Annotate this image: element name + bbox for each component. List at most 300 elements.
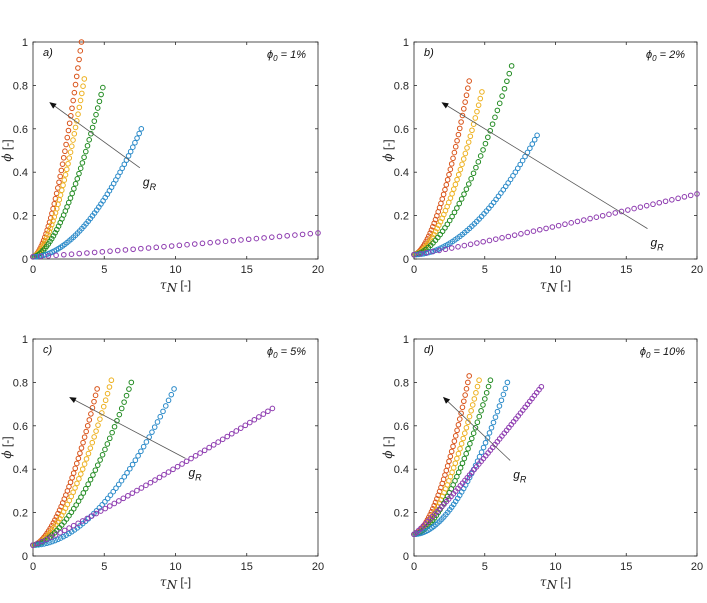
data-point bbox=[169, 244, 174, 249]
x-tick-label: 0 bbox=[410, 561, 418, 573]
data-point bbox=[451, 156, 456, 161]
data-point bbox=[670, 198, 675, 203]
data-point bbox=[68, 480, 73, 485]
data-point bbox=[94, 429, 99, 434]
data-point bbox=[453, 182, 458, 187]
data-point bbox=[95, 387, 100, 392]
data-point bbox=[131, 247, 136, 252]
data-point bbox=[130, 491, 135, 496]
data-point bbox=[158, 414, 163, 419]
data-point bbox=[448, 167, 453, 172]
data-point bbox=[108, 249, 113, 254]
series-4 bbox=[412, 133, 540, 257]
data-point bbox=[66, 128, 71, 133]
data-point bbox=[447, 172, 452, 177]
data-point bbox=[468, 134, 473, 139]
data-point bbox=[216, 440, 221, 445]
data-point bbox=[89, 412, 94, 417]
data-point bbox=[456, 451, 461, 456]
data-point bbox=[144, 483, 149, 488]
data-point bbox=[117, 412, 122, 417]
data-point bbox=[243, 423, 248, 428]
y-tick-label: 0.6 bbox=[393, 420, 409, 433]
data-point bbox=[478, 96, 483, 101]
x-axis-label: τN [-] bbox=[539, 278, 572, 295]
data-point bbox=[84, 429, 89, 434]
phi0-annotation: $\phi_0 = 1\%$ bbox=[266, 49, 306, 63]
data-point bbox=[73, 486, 78, 491]
data-point bbox=[440, 197, 445, 202]
panel-label: d) bbox=[424, 344, 434, 356]
x-tick-label: 20 bbox=[311, 264, 325, 276]
data-point bbox=[449, 449, 454, 454]
data-point bbox=[220, 437, 225, 442]
x-tick-label: 20 bbox=[690, 264, 704, 276]
data-point bbox=[82, 462, 87, 467]
y-axis-label: ϕ [-] bbox=[0, 139, 14, 162]
data-point bbox=[198, 451, 203, 456]
data-point bbox=[484, 390, 489, 395]
series-2 bbox=[31, 378, 114, 548]
data-point bbox=[70, 106, 75, 111]
data-point bbox=[491, 420, 496, 425]
data-point bbox=[460, 461, 465, 466]
data-point bbox=[478, 154, 483, 159]
data-point bbox=[169, 392, 174, 397]
data-point bbox=[467, 414, 472, 419]
phi0-annotation: $\phi_0 = 5\%$ bbox=[266, 346, 306, 360]
data-point bbox=[58, 193, 63, 198]
data-point bbox=[509, 64, 514, 69]
data-point bbox=[200, 241, 205, 246]
data-point bbox=[481, 148, 486, 153]
data-point bbox=[53, 538, 58, 543]
data-point bbox=[475, 241, 480, 246]
y-tick-label: 0.6 bbox=[393, 123, 409, 136]
data-point bbox=[135, 136, 140, 141]
data-point bbox=[471, 431, 476, 436]
data-point bbox=[457, 126, 462, 131]
data-point bbox=[62, 528, 67, 533]
data-point bbox=[487, 431, 492, 436]
data-point bbox=[443, 187, 448, 192]
data-point bbox=[269, 235, 274, 240]
y-tick-label: 0.2 bbox=[12, 210, 28, 223]
data-point bbox=[285, 233, 290, 238]
data-point bbox=[152, 425, 157, 430]
data-point bbox=[139, 246, 144, 251]
data-point bbox=[66, 161, 71, 166]
data-point bbox=[502, 86, 507, 91]
data-point bbox=[61, 155, 66, 160]
data-point bbox=[588, 216, 593, 221]
data-point bbox=[82, 77, 87, 82]
data-point bbox=[117, 499, 122, 504]
data-point bbox=[463, 100, 468, 105]
data-point bbox=[127, 387, 132, 392]
data-point bbox=[103, 447, 108, 452]
data-point bbox=[657, 200, 662, 205]
data-point bbox=[172, 387, 177, 392]
data-point bbox=[66, 200, 71, 205]
data-point bbox=[64, 142, 69, 147]
y-tick-label: 1 bbox=[21, 37, 28, 49]
series-3 bbox=[412, 64, 514, 257]
data-point bbox=[59, 188, 64, 193]
data-point bbox=[73, 182, 78, 187]
x-tick-label: 0 bbox=[29, 561, 37, 573]
data-point bbox=[497, 101, 502, 106]
data-point bbox=[544, 226, 549, 231]
y-axis-label: ϕ [-] bbox=[381, 139, 395, 162]
data-point bbox=[79, 446, 84, 451]
data-point bbox=[465, 146, 470, 151]
data-point bbox=[462, 107, 467, 112]
data-point bbox=[74, 74, 79, 79]
x-tick-label: 15 bbox=[240, 561, 253, 573]
data-point bbox=[556, 223, 561, 228]
data-point bbox=[177, 243, 182, 248]
data-point bbox=[457, 417, 462, 422]
data-point bbox=[266, 409, 271, 414]
data-point bbox=[123, 248, 128, 253]
data-point bbox=[189, 456, 194, 461]
data-point bbox=[613, 211, 618, 216]
data-point bbox=[444, 468, 449, 473]
data-point bbox=[458, 466, 463, 471]
data-point bbox=[80, 161, 85, 166]
data-point bbox=[453, 144, 458, 149]
data-point bbox=[91, 473, 96, 478]
data-point bbox=[202, 448, 207, 453]
data-point bbox=[83, 149, 88, 154]
data-point bbox=[58, 174, 63, 179]
data-point bbox=[65, 135, 70, 140]
data-point bbox=[59, 168, 64, 173]
chart-panel-b bbox=[381, 37, 703, 295]
data-point bbox=[496, 194, 501, 199]
data-point bbox=[445, 464, 450, 469]
data-point bbox=[60, 162, 65, 167]
data-point bbox=[462, 399, 467, 404]
axes-box bbox=[414, 42, 697, 259]
data-point bbox=[503, 386, 508, 391]
data-point bbox=[208, 240, 213, 245]
data-point bbox=[445, 177, 450, 182]
data-point bbox=[161, 409, 166, 414]
phi0-annotation: $\phi_0 = 2\%$ bbox=[645, 49, 685, 63]
data-point bbox=[449, 162, 454, 167]
data-point bbox=[497, 404, 502, 409]
data-point bbox=[92, 250, 97, 255]
gr-label: $g_R$ bbox=[650, 235, 664, 253]
data-point bbox=[477, 378, 482, 383]
data-point bbox=[97, 99, 102, 104]
data-point bbox=[468, 441, 473, 446]
data-point bbox=[451, 466, 456, 471]
y-tick-label: 0 bbox=[402, 254, 409, 266]
data-point bbox=[470, 128, 475, 133]
chart-panel-c bbox=[0, 334, 324, 592]
data-point bbox=[254, 236, 259, 241]
data-point bbox=[88, 446, 93, 451]
data-point bbox=[262, 236, 267, 241]
data-point bbox=[505, 380, 510, 385]
data-point bbox=[464, 451, 469, 456]
data-point bbox=[270, 406, 275, 411]
data-point bbox=[92, 119, 97, 124]
data-point bbox=[229, 431, 234, 436]
data-point bbox=[443, 473, 448, 478]
data-point bbox=[462, 243, 467, 248]
data-point bbox=[67, 121, 72, 126]
x-tick-label: 15 bbox=[620, 264, 633, 276]
y-tick-label: 0.6 bbox=[12, 420, 28, 433]
data-point bbox=[473, 116, 478, 121]
data-point bbox=[238, 426, 243, 431]
data-point bbox=[162, 244, 167, 249]
data-point bbox=[531, 229, 536, 234]
data-point bbox=[449, 246, 454, 251]
y-tick-label: 1 bbox=[402, 37, 409, 49]
data-point bbox=[128, 466, 133, 471]
data-point bbox=[73, 82, 78, 87]
data-point bbox=[575, 219, 580, 224]
data-point bbox=[150, 430, 155, 435]
data-point bbox=[455, 206, 460, 211]
data-point bbox=[77, 251, 82, 256]
data-point bbox=[458, 446, 463, 451]
x-tick-label: 0 bbox=[410, 264, 418, 276]
data-point bbox=[550, 225, 555, 230]
data-point bbox=[467, 374, 472, 379]
data-point bbox=[144, 440, 149, 445]
data-point bbox=[78, 451, 83, 456]
data-point bbox=[457, 201, 462, 206]
data-point bbox=[456, 245, 461, 250]
data-point bbox=[69, 144, 74, 149]
x-tick-label: 15 bbox=[620, 561, 633, 573]
data-point bbox=[455, 177, 460, 182]
data-point bbox=[107, 504, 112, 509]
data-point bbox=[470, 403, 475, 408]
y-axis-label: ϕ [-] bbox=[0, 436, 14, 459]
data-point bbox=[455, 456, 460, 461]
data-point bbox=[75, 481, 80, 486]
data-point bbox=[466, 446, 471, 451]
data-point bbox=[495, 409, 500, 414]
data-point bbox=[490, 122, 495, 127]
data-point bbox=[84, 457, 89, 462]
data-point bbox=[72, 132, 77, 137]
data-point bbox=[76, 66, 81, 71]
series-3 bbox=[31, 85, 105, 259]
data-point bbox=[479, 450, 484, 455]
data-point bbox=[469, 176, 474, 181]
data-point bbox=[458, 167, 463, 172]
y-axis-label: ϕ [-] bbox=[381, 436, 395, 459]
x-tick-label: 5 bbox=[481, 561, 488, 573]
data-point bbox=[453, 434, 458, 439]
data-point bbox=[54, 253, 59, 258]
data-point bbox=[92, 435, 97, 440]
data-point bbox=[90, 440, 95, 445]
data-point bbox=[101, 85, 106, 90]
data-point bbox=[257, 415, 262, 420]
gr-arrow bbox=[442, 103, 647, 229]
data-point bbox=[456, 132, 461, 137]
data-point bbox=[86, 451, 91, 456]
data-point bbox=[456, 172, 461, 177]
data-point bbox=[638, 205, 643, 210]
data-point bbox=[130, 462, 135, 467]
data-point bbox=[87, 418, 92, 423]
data-point bbox=[87, 138, 92, 143]
data-point bbox=[76, 456, 81, 461]
data-point bbox=[525, 230, 530, 235]
data-point bbox=[464, 187, 469, 192]
series-2 bbox=[412, 90, 485, 257]
data-point bbox=[122, 400, 127, 405]
data-point bbox=[77, 105, 82, 110]
data-point bbox=[95, 106, 100, 111]
data-point bbox=[607, 212, 612, 217]
data-point bbox=[453, 461, 458, 466]
chart-panel-a bbox=[0, 37, 324, 295]
data-point bbox=[464, 387, 469, 392]
x-tick-label: 10 bbox=[169, 561, 182, 573]
data-point bbox=[119, 406, 124, 411]
data-point bbox=[82, 435, 87, 440]
data-point bbox=[207, 445, 212, 450]
data-point bbox=[105, 391, 110, 396]
data-point bbox=[86, 482, 91, 487]
x-tick-label: 5 bbox=[101, 264, 108, 276]
data-point bbox=[444, 183, 449, 188]
data-point bbox=[450, 191, 455, 196]
data-point bbox=[110, 430, 115, 435]
data-point bbox=[231, 238, 236, 243]
data-point bbox=[139, 127, 144, 132]
data-point bbox=[139, 449, 144, 454]
data-point bbox=[466, 140, 471, 145]
data-point bbox=[452, 150, 457, 155]
data-point bbox=[456, 422, 461, 427]
gr-label: $g_R$ bbox=[188, 465, 202, 483]
data-point bbox=[61, 183, 66, 188]
data-point bbox=[448, 454, 453, 459]
data-point bbox=[481, 239, 486, 244]
data-point bbox=[69, 252, 74, 257]
y-tick-label: 0.6 bbox=[12, 123, 28, 136]
data-point bbox=[121, 496, 126, 501]
data-point bbox=[475, 420, 480, 425]
data-point bbox=[466, 182, 471, 187]
data-point bbox=[452, 439, 457, 444]
data-point bbox=[535, 133, 540, 138]
data-point bbox=[481, 403, 486, 408]
data-point bbox=[474, 390, 479, 395]
x-tick-label: 0 bbox=[29, 264, 37, 276]
data-point bbox=[223, 239, 228, 244]
data-point bbox=[463, 393, 468, 398]
data-point bbox=[100, 249, 105, 254]
data-point bbox=[101, 404, 106, 409]
data-point bbox=[70, 475, 75, 480]
data-point bbox=[76, 112, 81, 117]
data-point bbox=[688, 193, 693, 198]
data-point bbox=[67, 156, 72, 161]
gr-label: $g_R$ bbox=[513, 467, 527, 485]
data-point bbox=[293, 233, 298, 238]
data-point bbox=[582, 218, 587, 223]
x-axis-label: τN [-] bbox=[159, 278, 192, 295]
data-point bbox=[153, 478, 158, 483]
data-point bbox=[211, 443, 216, 448]
data-point bbox=[462, 192, 467, 197]
data-point bbox=[246, 237, 251, 242]
data-point bbox=[505, 79, 510, 84]
data-point bbox=[135, 488, 140, 493]
data-point bbox=[80, 91, 85, 96]
data-point bbox=[126, 493, 131, 498]
data-point bbox=[67, 526, 72, 531]
data-point bbox=[85, 143, 90, 148]
data-point bbox=[448, 196, 453, 201]
data-point bbox=[99, 92, 104, 97]
data-point bbox=[77, 476, 82, 481]
data-point bbox=[115, 248, 120, 253]
data-point bbox=[455, 138, 460, 143]
panel-label: c) bbox=[43, 344, 53, 356]
data-point bbox=[476, 103, 481, 108]
data-point bbox=[77, 171, 82, 176]
data-point bbox=[75, 177, 80, 182]
data-point bbox=[466, 86, 471, 91]
data-point bbox=[483, 141, 488, 146]
data-point bbox=[467, 79, 472, 84]
x-tick-label: 15 bbox=[240, 264, 253, 276]
data-point bbox=[537, 227, 542, 232]
data-point bbox=[469, 408, 474, 413]
data-point bbox=[128, 149, 133, 154]
data-point bbox=[474, 165, 479, 170]
x-tick-label: 20 bbox=[311, 561, 325, 573]
data-point bbox=[180, 462, 185, 467]
data-point bbox=[471, 171, 476, 176]
data-point bbox=[90, 125, 95, 130]
data-point bbox=[62, 252, 67, 257]
data-point bbox=[466, 380, 471, 385]
data-point bbox=[98, 417, 103, 422]
data-point bbox=[468, 242, 473, 247]
data-point bbox=[107, 385, 112, 390]
data-point bbox=[486, 384, 491, 389]
data-point bbox=[107, 436, 112, 441]
series-4 bbox=[412, 380, 510, 536]
data-point bbox=[459, 197, 464, 202]
data-point bbox=[494, 197, 499, 202]
data-point bbox=[487, 238, 492, 243]
data-point bbox=[175, 464, 180, 469]
data-point bbox=[451, 187, 456, 192]
y-tick-label: 0.8 bbox=[12, 80, 28, 93]
data-point bbox=[133, 458, 138, 463]
data-point bbox=[112, 501, 117, 506]
data-point bbox=[98, 458, 103, 463]
data-point bbox=[486, 135, 491, 140]
data-point bbox=[94, 112, 99, 117]
